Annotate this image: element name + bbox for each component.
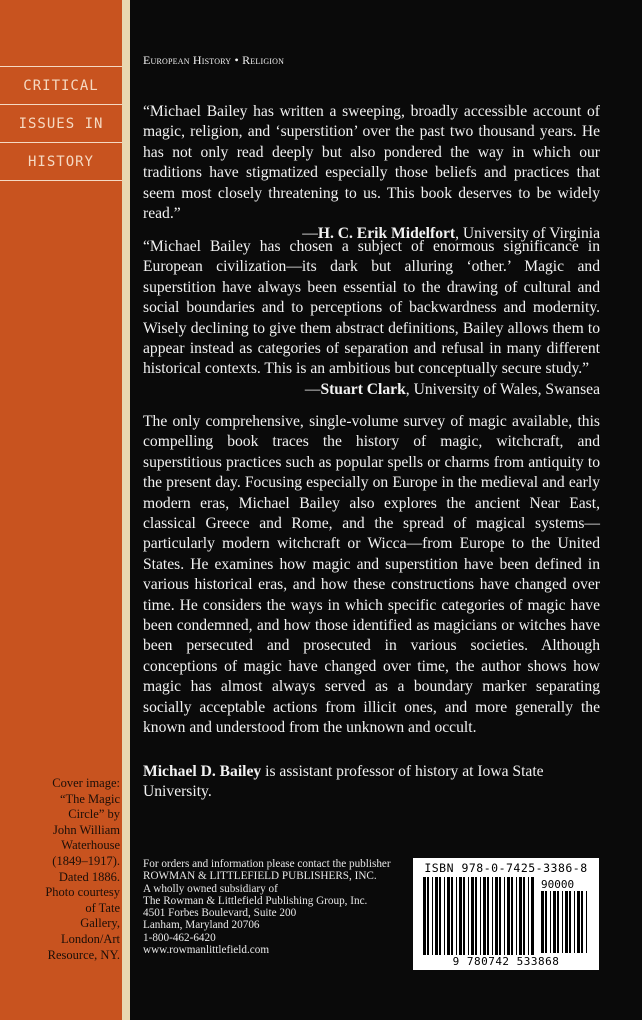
attribution-dash: — [302, 225, 318, 243]
author-bio-body: is assistant professor of history at Iowa State University. [143, 763, 544, 801]
barcode-bar [483, 877, 486, 955]
barcode-bar [499, 877, 501, 955]
barcode-bar [475, 877, 477, 955]
series-line-2: ISSUES IN [18, 116, 104, 132]
credit-line: Circle” by [68, 807, 120, 822]
credit-line: Waterhouse [61, 838, 120, 853]
publisher-info [143, 858, 413, 956]
spine-edge-stripe [122, 0, 130, 1020]
barcode-bar [492, 877, 493, 955]
barcode-bar [444, 877, 445, 955]
credit-line: (1849–1917). [52, 853, 120, 868]
barcode-bar [456, 877, 457, 955]
series-line-1: CRITICAL [23, 78, 99, 94]
barcode-bar [569, 891, 571, 953]
barcode-bar [468, 877, 469, 955]
series-spine-band [0, 0, 122, 1020]
barcode-bar [507, 877, 510, 955]
barcode-bar [523, 877, 525, 955]
endorser-affiliation: , University of Virginia [455, 225, 600, 243]
barcode-bar [553, 891, 556, 953]
barcode-bar [550, 891, 551, 953]
barcode-bar [541, 891, 544, 953]
publisher-website: www.rowmanlittlefield.com [143, 944, 270, 957]
barcode-bar [562, 891, 563, 953]
credit-line: “The Magic [59, 791, 120, 806]
description-text: The only comprehensive, single-volume survey of magic available, this compelling book traces the history of magic, witchcraft, and superstitious practices such as popular spells or charms from antiquity to the present day. Focusing especially on Europe in the medieval and early modern eras, Michael Bailey also explores the ancient Near East, classical Greece and Rome, and the spread of magical systems—particularly modern witchcraft or Wicca—from Europe to the United States. He examines how magic and superstition have been defined in various historical eras, and how these constructions have changed over time. He considers the ways in which specific categories of magic have been condemned, and how those identified as magicians or witches have been persecuted and prosecuted in various societies. Although conceptions of magic have changed over time, the author shows how magic has almost always served as a boundary marker separating socially acceptable actions from illicit ones, and more generally the known and understood from the unknown and occult. [143, 413, 600, 737]
author-bio-text [143, 762, 600, 803]
barcode-bar [451, 877, 453, 955]
barcode-bar [459, 877, 462, 955]
barcode-bar [463, 877, 465, 955]
barcode-bar [432, 877, 433, 955]
barcode-bar [581, 891, 583, 953]
credit-line: of Tate [85, 900, 120, 915]
publisher-line: 4501 Forbes Boulevard, Suite 200 [143, 907, 297, 920]
quote-text: “Michael Bailey has chosen a subject of enormous significance in European civilization—its dark but alluring ‘other.’ Magic and superstition have always been essential to the drawing of cultural and social boundaries and to perceptions of backwardness and modernity. Wisely declining to give them abstract definitions, Bailey allows them to appear instead as categories of separation and refusal in many different historical contexts. This is an ambitious but conceptually secure study.” [143, 238, 600, 378]
barcode-bar [439, 877, 441, 955]
barcode-bar [480, 877, 481, 955]
book-description [143, 412, 600, 739]
series-line-3: HISTORY [27, 154, 94, 170]
isbn-label: ISBN 978-0-7425-3386-8 [424, 861, 588, 875]
series-rule [0, 104, 122, 105]
barcode-bar [557, 891, 559, 953]
publisher-line: ROWMAN & LITTLEFIELD PUBLISHERS, INC. [143, 870, 377, 883]
endorsement-quote-2 [143, 237, 600, 400]
quote-attribution [143, 380, 600, 400]
credit-line: John William [53, 822, 120, 837]
credit-line: Cover image: [52, 776, 120, 790]
barcode-bar [545, 891, 547, 953]
endorser-name: H. C. Erik Midelfort [317, 225, 456, 243]
barcode-bar [577, 891, 580, 953]
barcode-bar [516, 877, 517, 955]
price-code: 90000 [541, 878, 575, 891]
endorsement-quote-1 [143, 102, 600, 245]
quote-text: “Michael Bailey has written a sweeping, broadly accessible account of magic, religion, and ‘superstition’ over the past two thousand years. He has not only read deeply but also pondered the way in which our traditions have stigmatized especially those beliefs and practices that seem most closely threatening to us. This book deserves to be widely read.” [143, 103, 600, 223]
barcode-bar [504, 877, 505, 955]
series-rule [0, 66, 122, 67]
barcode-bar [586, 891, 587, 953]
author-name: Michael D. Bailey [143, 763, 262, 780]
series-rule [0, 180, 122, 181]
publisher-line: Lanham, Maryland 20706 [143, 919, 260, 932]
barcode-bar [574, 891, 575, 953]
credit-line: Resource, NY. [47, 947, 120, 962]
publisher-line: The Rowman & Littlefield Publishing Group, Inc. [143, 894, 368, 907]
credit-line: Gallery, [80, 916, 120, 931]
barcode-bar [435, 877, 438, 955]
cover-image-credit [8, 776, 120, 963]
isbn-barcode [413, 858, 599, 970]
endorser-name: Stuart Clark [320, 380, 406, 398]
credit-line: Photo courtesy [45, 885, 120, 900]
publisher-line: 1-800-462-6420 [143, 931, 216, 944]
category-label: European History • Religion [143, 53, 285, 67]
credit-line: London/Art [60, 931, 120, 946]
publisher-line: A wholly owned subsidiary of [143, 882, 278, 895]
attribution-dash: — [304, 380, 321, 398]
barcode-bar [519, 877, 522, 955]
barcode-bar [531, 877, 534, 955]
endorser-affiliation: , University of Wales, Swansea [405, 380, 600, 398]
barcode-bar [511, 877, 513, 955]
credit-line: Dated 1886. [58, 869, 120, 884]
barcode-bars [423, 877, 535, 955]
barcode-bar [447, 877, 450, 955]
series-rule [0, 142, 122, 143]
barcode-bar [528, 877, 529, 955]
barcode-bar [471, 877, 474, 955]
publisher-line: For orders and information please contact the publisher [143, 858, 391, 870]
barcode-bar [423, 877, 426, 955]
barcode-bar [495, 877, 498, 955]
barcode-number: 9 780742 533868 [452, 955, 560, 968]
barcode-bar [565, 891, 568, 953]
barcode-bar [427, 877, 429, 955]
author-bio [143, 762, 600, 803]
addon-barcode-bars [541, 891, 591, 953]
barcode-bar [487, 877, 489, 955]
